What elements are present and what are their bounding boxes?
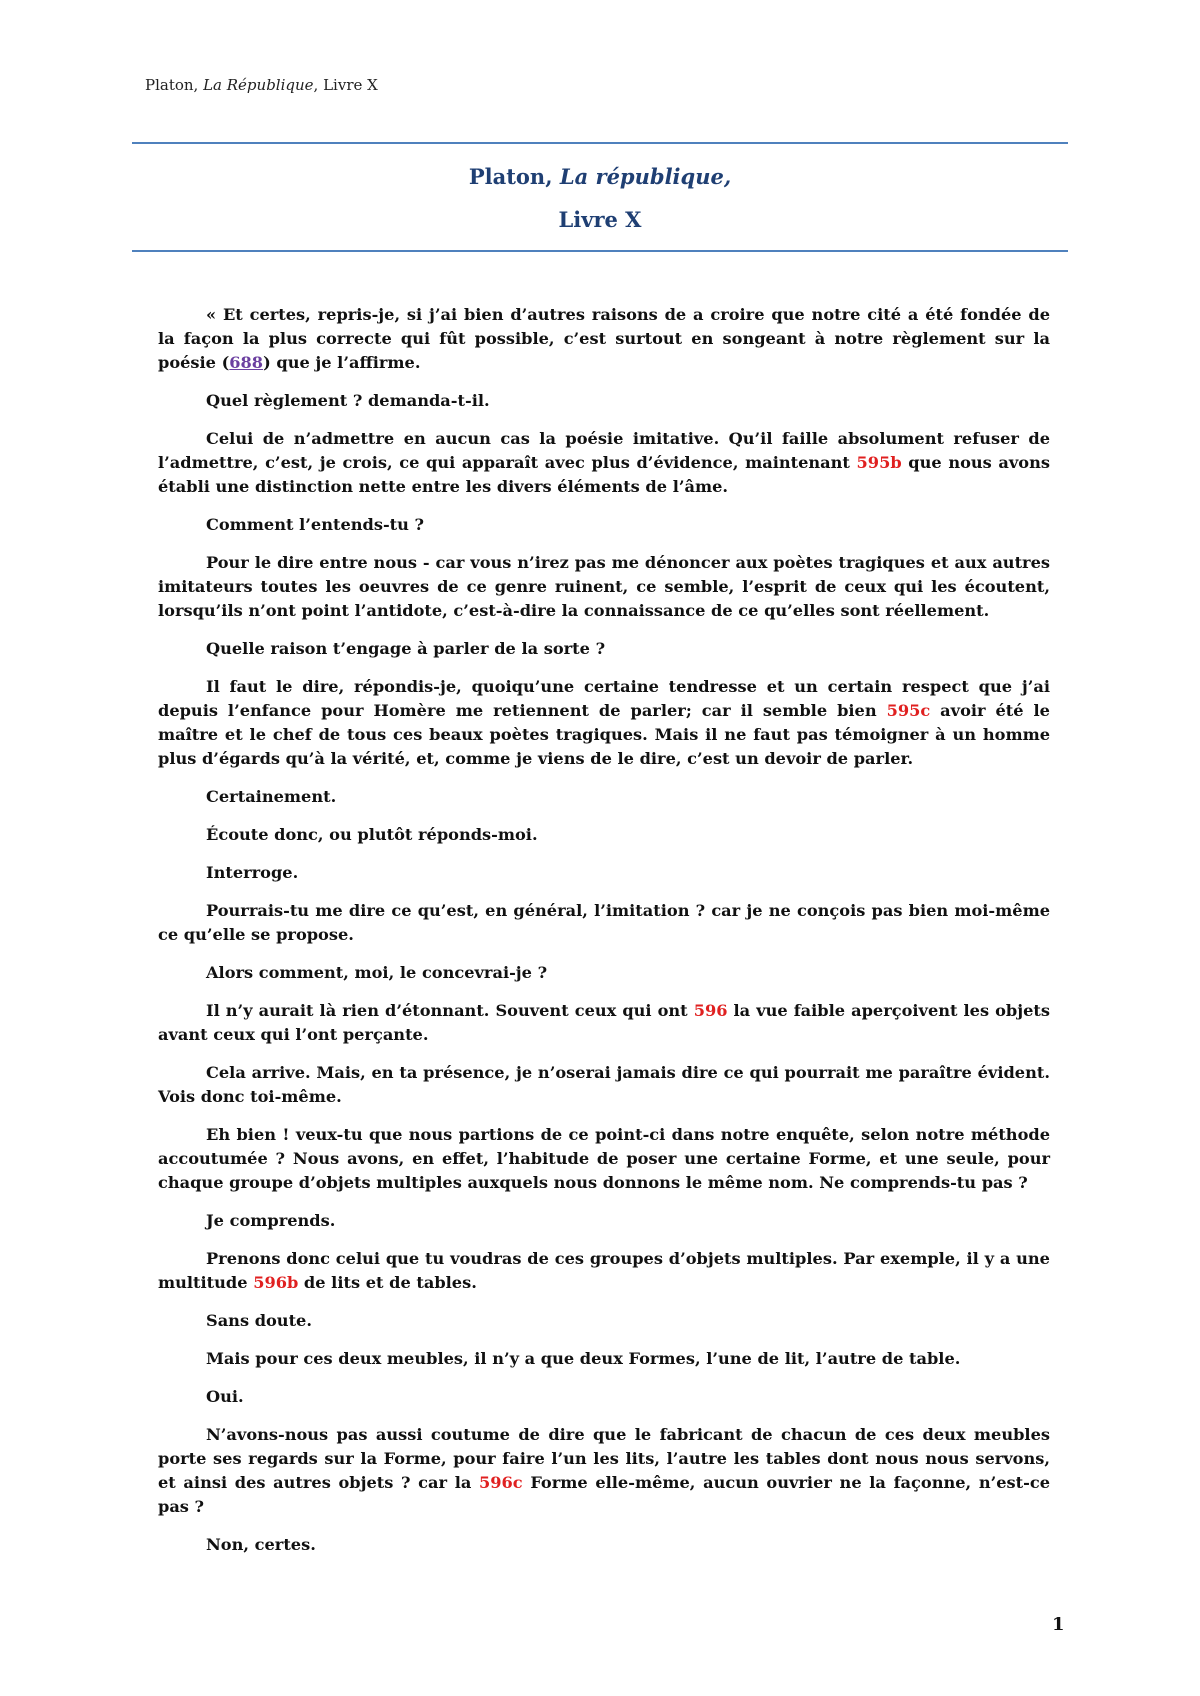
paragraph: Alors comment, moi, le concevrai-je ? [206,963,548,982]
paragraph: Il n’y aurait là rien d’étonnant. Souvent ceux qui ont 596 la vue faible aperçoivent les objets avant ceux qui l’ont perçante. [158,1001,1050,1044]
document-subtitle: Livre X [558,207,642,232]
paragraph: Eh bien ! veux-tu que nous partions de ce point-ci dans notre enquête, selon notre méthode accoutumée ? Nous avons, en effet, l’habitude de poser une certaine Forme, et une seule, pour chaque groupe d’objets multiples auxquels nous donnons le même nom. Ne comprends-tu pas ? [158,1125,1050,1192]
paragraph: Pourrais-tu me dire ce qu’est, en général, l’imitation ? car je ne conçois pas bien moi-même ce qu’elle se propose. [158,901,1050,944]
paragraph: Mais pour ces deux meubles, il n’y a que deux Formes, l’une de lit, l’autre de table. [206,1349,961,1368]
paragraph: Quelle raison t’engage à parler de la sorte ? [206,639,606,658]
page-number: 1 [1052,1614,1065,1635]
paragraph: Sans doute. [206,1311,312,1330]
header-work-title: La République [203,76,314,94]
stephanus-marker: 595c [886,701,931,720]
running-header [145,76,378,94]
paragraph: Oui. [206,1387,244,1406]
paragraph: Celui de n’admettre en aucun cas la poésie imitative. Qu’il faille absolument refuser de l’admettre, c’est, je crois, ce qui apparaît avec plus d’évidence, maintenant 595b que nous avons établi une distinction nette entre les divers éléments de l’âme. [158,429,1050,496]
paragraph: Prenons donc celui que tu voudras de ces groupes d’objets multiples. Par exemple, il y a une multitude 596b de lits et de tables. [158,1249,1050,1292]
stephanus-marker: 596c [479,1473,523,1492]
header-book: , Livre X [313,76,378,94]
paragraph: Il faut le dire, répondis-je, quoiqu’une certaine tendresse et un certain respect que j’ai depuis l’enfance pour Homère me retiennent de parler; car il semble bien 595c avoir été le maître et le chef de tous ces beaux poètes tragiques. Mais il ne faut pas témoigner à un homme plus d’égards qu’à la vérité, et, comme je viens de le dire, c’est un devoir de parler. [158,677,1050,768]
paragraph: Non, certes. [206,1535,316,1554]
document-title [132,164,1068,189]
header-author: Platon, [145,76,204,94]
paragraph: Écoute donc, ou plutôt réponds-moi. [206,825,538,844]
paragraph: Interroge. [206,863,299,882]
stephanus-marker: 596 [693,1001,728,1020]
paragraph: « Et certes, repris-je, si j’ai bien d’autres raisons de a croire que notre cité a été fondée de la façon la plus correcte qui fût possible, c’est surtout en songeant à notre règlement sur la poésie (688) que je l’affirme. [158,305,1050,372]
title-author: Platon, [468,164,560,189]
footnote-link[interactable]: 688 [229,353,264,372]
title-work: La république, [559,164,732,189]
paragraph: N’avons-nous pas aussi coutume de dire que le fabricant de chacun de ces deux meubles porte ses regards sur la Forme, pour faire l’un les lits, l’autre les tables dont nous nous servons, et ainsi des autres objets ? car la 596c Forme elle-même, aucun ouvrier ne la façonne, n’est-ce pas ? [158,1425,1050,1516]
document-body [158,303,1050,1571]
paragraph: Je comprends. [206,1211,336,1230]
paragraph: Pour le dire entre nous - car vous n’irez pas me dénoncer aux poètes tragiques et aux autres imitateurs toutes les oeuvres de ce genre ruinent, ce semble, l’esprit de ceux qui les écoutent, lorsqu’ils n’ont point l’antidote, c’est-à-dire la connaissance de ce qu’elles sont réellement. [158,553,1050,620]
stephanus-marker: 595b [856,453,902,472]
paragraph: Comment l’entends-tu ? [206,515,425,534]
paragraph: Cela arrive. Mais, en ta présence, je n’oserai jamais dire ce qui pourrait me paraître évident. Vois donc toi-même. [158,1063,1050,1106]
paragraph: Quel règlement ? demanda-t-il. [206,391,490,410]
paragraph: Certainement. [206,787,337,806]
title-block [132,142,1068,252]
stephanus-marker: 596b [253,1273,299,1292]
